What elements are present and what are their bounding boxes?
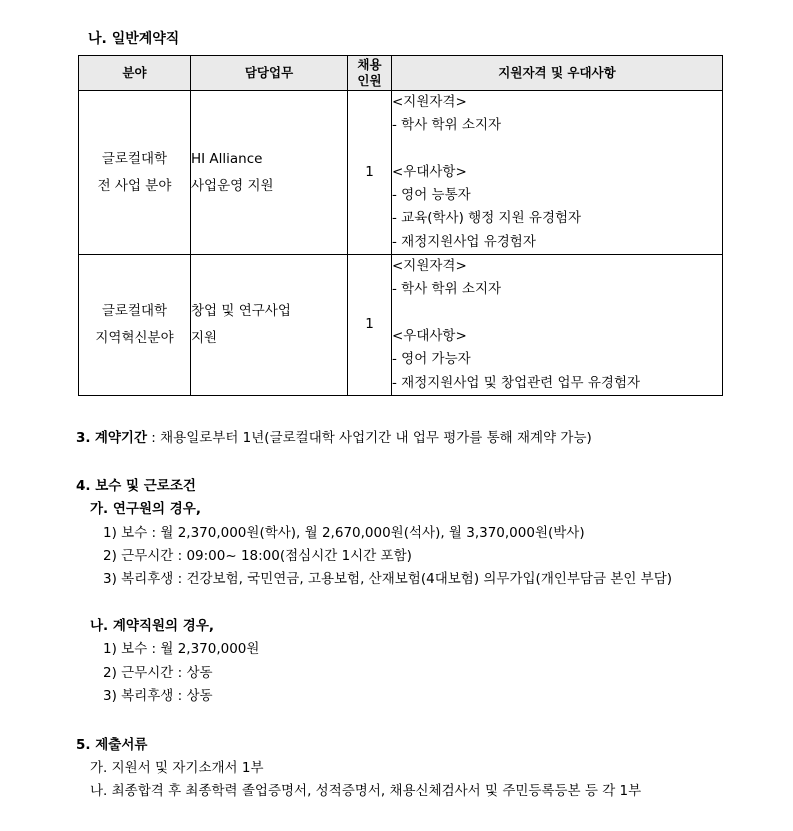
section-4-heading	[76, 474, 196, 494]
section-3-text: : 채용일로부터 1년(글로컬대학 사업기간 내 업무 평가를 통해 재계약 가능)	[147, 430, 592, 446]
pref-item: - 영어 가능자	[392, 351, 471, 368]
pref-item: - 교육(학사) 행정 지원 유경험자	[392, 210, 582, 227]
pref-item: - 영어 능통자	[392, 187, 471, 204]
researcher-subheading: 가. 연구원의 경우,	[90, 501, 201, 517]
table-header-row	[79, 56, 723, 91]
section-3	[76, 426, 592, 446]
qualifications-cell	[392, 255, 723, 396]
pref-title: <우대사항>	[392, 327, 467, 344]
section-5-title: 제출서류	[95, 737, 148, 753]
researcher-benefits: 3) 복리후생 : 건강보험, 국민연금, 고용보험, 산재보험(4대보험) 의무가입(개인부담금 본인 부담)	[103, 571, 673, 587]
section-5-heading	[76, 733, 147, 753]
section-4-number: 4.	[76, 478, 91, 494]
researcher-hours: 2) 근무시간 : 09:00~ 18:00(점심시간 1시간 포함)	[103, 548, 412, 564]
contract-staff-subheading: 나. 계약직원의 경우,	[90, 618, 214, 634]
table-row	[79, 91, 723, 255]
section-5-number: 5.	[76, 737, 91, 753]
pref-title: <우대사항>	[392, 163, 467, 180]
researcher-pay: 1) 보수 : 월 2,370,000원(학사), 월 2,670,000원(석사), 월 3,370,000원(박사)	[103, 525, 585, 541]
header-field: 분야	[79, 56, 191, 91]
field-cell: 글로컬대학 지역혁신분야	[79, 255, 191, 396]
contract-staff-pay: 1) 보수 : 월 2,370,000원	[103, 641, 260, 657]
document-item: 나. 최종합격 후 최종학력 졸업증명서, 성적증명서, 채용신체검사서 및 주민등록등본 등 각 1부	[90, 783, 642, 799]
header-hire-count: 채용 인원	[348, 56, 392, 91]
section-3-number: 3.	[76, 430, 91, 446]
count-cell: 1	[348, 91, 392, 255]
qual-title: <지원자격>	[392, 258, 467, 275]
contract-staff-hours: 2) 근무시간 : 상동	[103, 665, 213, 681]
job-table	[78, 55, 723, 396]
general-contract-heading: 나. 일반계약직	[88, 31, 180, 47]
pref-item: - 재정지원사업 및 창업관련 업무 유경험자	[392, 374, 641, 391]
qual-item: - 학사 학위 소지자	[392, 117, 502, 134]
duties-cell: HI Alliance 사업운영 지원	[191, 91, 348, 255]
table-row	[79, 255, 723, 396]
header-duties: 담당업무	[191, 56, 348, 91]
qualifications-cell	[392, 91, 723, 255]
qual-item: - 학사 학위 소지자	[392, 281, 502, 298]
count-cell: 1	[348, 255, 392, 396]
section-3-title: 계약기간	[94, 430, 147, 446]
duties-cell: 창업 및 연구사업 지원	[191, 255, 348, 396]
qual-title: <지원자격>	[392, 94, 467, 110]
field-cell: 글로컬대학 전 사업 분야	[79, 91, 191, 255]
document-item: 가. 지원서 및 자기소개서 1부	[90, 760, 264, 776]
pref-item: - 재정지원사업 유경험자	[392, 233, 536, 250]
header-qualifications: 지원자격 및 우대사항	[392, 56, 723, 91]
contract-staff-benefits: 3) 복리후생 : 상동	[103, 688, 213, 704]
section-4-title: 보수 및 근로조건	[95, 478, 196, 494]
